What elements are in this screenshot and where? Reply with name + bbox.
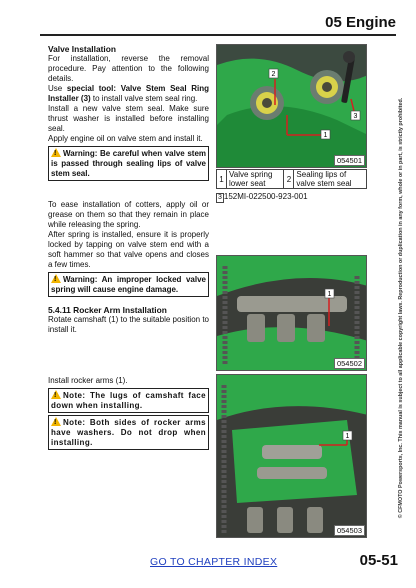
section-heading: Valve Installation	[48, 44, 116, 54]
cotter-installation-section	[48, 200, 209, 299]
warning-icon	[51, 390, 61, 399]
photo-rocker-arms	[216, 374, 367, 538]
paragraph: For installation, reverse the removal procedure. Pay attention to the following details.	[48, 54, 209, 83]
tool-number: 3	[218, 194, 222, 201]
page-header	[0, 0, 416, 40]
header-rule	[40, 34, 396, 36]
chapter-title: 05 Engine	[325, 14, 396, 31]
legend-number: 2	[284, 170, 294, 189]
warning-box	[48, 272, 209, 297]
paragraph: Install a new valve stem seal. Make sure thrust washer is installed before installing seal.	[48, 104, 209, 133]
photo-code: 054503	[334, 525, 365, 536]
paragraph: To ease installation of cotters, apply oil or grease on them so that they remain in place while releasing the spring.	[48, 200, 209, 229]
paragraph: Install rocker arms (1).	[48, 376, 128, 385]
legend-row	[217, 170, 367, 189]
legend-table	[216, 169, 367, 189]
warning-text: Warning: An improper locked valve spring will cause engine damage.	[51, 275, 206, 294]
callout-2: 2	[271, 71, 276, 78]
note-text: Note: Both sides of rocker arms have washers. Do not drop when installing.	[51, 418, 206, 447]
note-box	[48, 415, 209, 450]
copyright-text: © CFMOTO Powersports, Inc. This manual is subject to all applicable copyright laws. Reproduction or duplication in any form, whole or in part, is strictly prohibited.	[398, 97, 404, 519]
paragraph: Use special tool: Valve Stem Seal Ring Installer (3) to install valve stem seal ring.	[48, 84, 209, 103]
photo-valve-seal	[216, 44, 367, 168]
legend-label: Valve spring lower seat	[227, 170, 284, 189]
warning-icon	[51, 274, 61, 283]
paragraph: Apply engine oil on valve stem and install it.	[48, 134, 203, 143]
legend-label: Sealing lips of valve stem seal	[294, 170, 367, 189]
warning-text: Warning: Be careful when valve stem is passed through sealing lips of valve stem seal.	[51, 149, 206, 178]
chapter-index-link[interactable]: GO TO CHAPTER INDEX	[150, 556, 278, 568]
note-text: Note: The lugs of camshaft face down when installing.	[51, 391, 206, 410]
callout-1: 1	[327, 291, 332, 298]
note-box	[48, 388, 209, 413]
tool-code: 152MI-022500-923-001	[223, 192, 308, 201]
warning-box	[48, 146, 209, 181]
photo-camshaft	[216, 255, 367, 371]
valve-installation-section	[48, 44, 209, 183]
rocker-install-section	[48, 376, 209, 452]
paragraph: Rotate camshaft (1) to the suitable position to install it.	[48, 315, 209, 334]
callout-1: 1	[345, 433, 350, 440]
photo-code: 054501	[334, 155, 365, 166]
callout-3: 3	[353, 113, 358, 120]
paragraph: After spring is installed, ensure it is properly locked by tapping on valve stem end with a soft hammer so that valve opens and closes a few times.	[48, 230, 209, 269]
special-tool-reference	[216, 192, 308, 203]
copyright-notice	[396, 73, 406, 543]
warning-icon	[51, 417, 61, 426]
legend-number: 1	[217, 170, 227, 189]
photo-code: 054502	[334, 358, 365, 369]
callout-1: 1	[323, 132, 328, 139]
warning-icon	[51, 148, 61, 157]
section-heading: 5.4.11 Rocker Arm Installation	[48, 305, 167, 315]
page-number: 05-51	[359, 552, 398, 569]
rocker-arm-section	[48, 305, 209, 335]
special-tool-text: special tool: Valve Stem Seal Ring Installer (3)	[48, 84, 209, 103]
